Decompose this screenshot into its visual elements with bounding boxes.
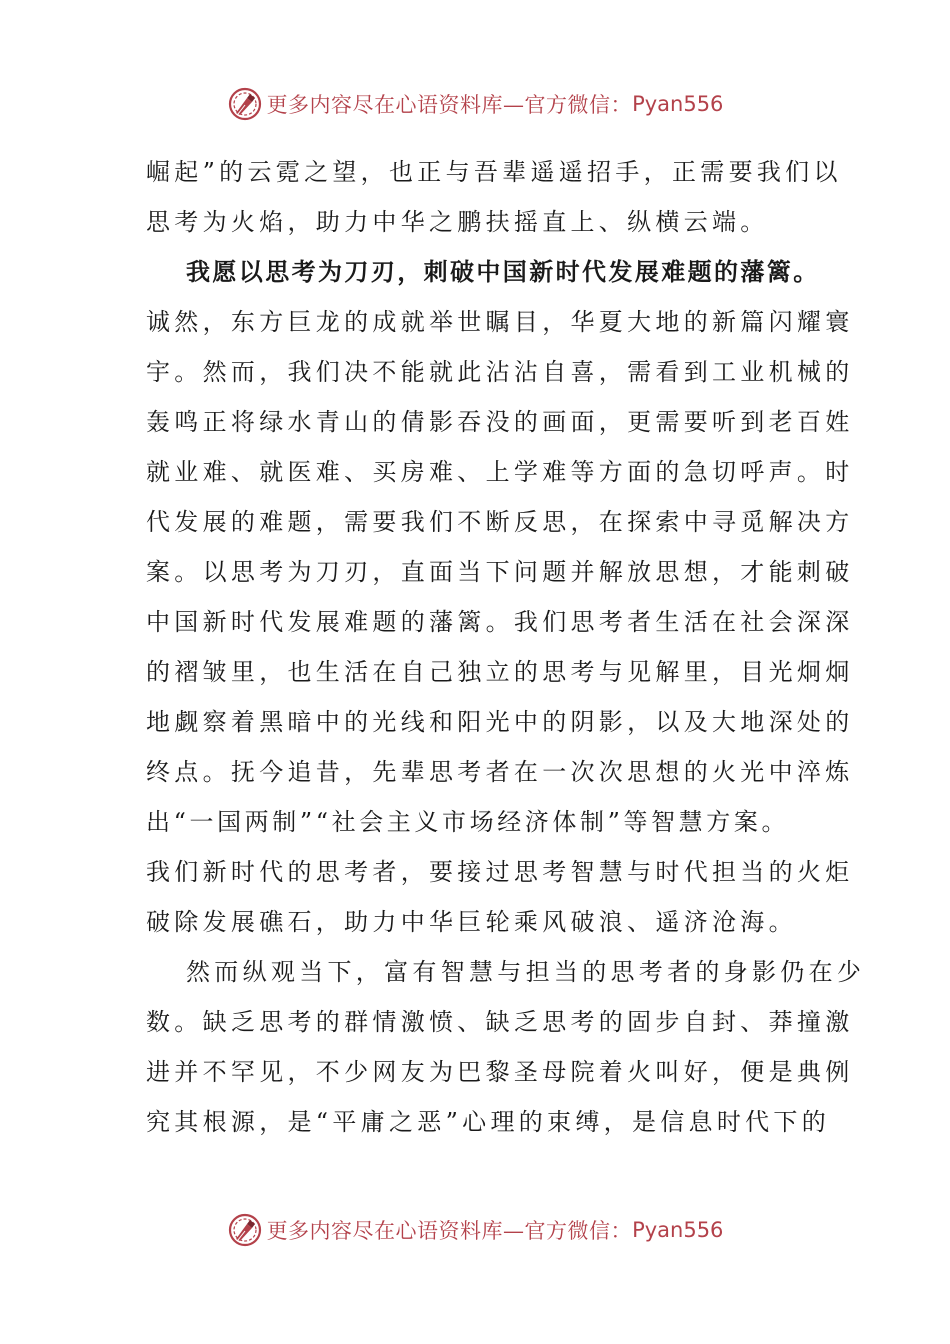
header-banner — [0, 84, 950, 124]
text-line: 宇。然而，我们决不能就此沾沾自喜，需看到工业机械的 — [146, 358, 854, 386]
pen-nib-icon — [227, 1212, 263, 1248]
footer-banner-text: 更多内容尽在心语资料库—官方微信： — [266, 1219, 633, 1243]
text-line: 数。缺乏思考的群情激愤、缺乏思考的固步自封、莽撞激 — [146, 1008, 854, 1036]
text-line: 进并不罕见，不少网友为巴黎圣母院着火叫好，便是典例 — [146, 1058, 854, 1086]
text-line: 出“一国两制”“社会主义市场经济体制”等智慧方案。 — [146, 808, 790, 836]
text-line: 轰鸣正将绿水青山的倩影吞没的画面，更需要听到老百姓 — [146, 408, 854, 436]
footer-banner — [0, 1210, 950, 1250]
text-line: 我们新时代的思考者，要接过思考智慧与时代担当的火炬 — [146, 858, 854, 886]
text-line: 终点。抚今追昔，先辈思考者在一次次思想的火光中淬炼 — [146, 758, 854, 786]
text-line: 就业难、就医难、买房难、上学难等方面的急切呼声。时 — [146, 458, 854, 486]
essay-body — [146, 147, 866, 1147]
text-line: 崛起”的云霓之望，也正与吾辈遥遥招手，正需要我们以 — [146, 158, 842, 186]
header-wechat-id: Pyan556 — [632, 92, 724, 116]
bold-thesis-line: 我愿以思考为刀刃，刺破中国新时代发展难题的藩篱。 — [186, 257, 820, 286]
text-line: 的褶皱里，也生活在自己独立的思考与见解里，目光炯炯 — [146, 658, 854, 686]
text-line: 代发展的难题，需要我们不断反思，在探索中寻觅解决方 — [146, 508, 854, 536]
text-line: 破除发展礁石，助力中华巨轮乘风破浪、遥济沧海。 — [146, 908, 797, 936]
text-line: 诚然，东方巨龙的成就举世瞩目，华夏大地的新篇闪耀寰 — [146, 308, 854, 336]
text-line: 究其根源，是“平庸之恶”心理的束缚，是信息时代下的 — [146, 1108, 831, 1136]
text-line: 思考为火焰，助力中华之鹏扶摇直上、纵横云端。 — [146, 208, 769, 236]
pen-nib-icon — [227, 86, 263, 122]
footer-wechat-id: Pyan556 — [632, 1218, 724, 1242]
text-line: 中国新时代发展难题的藩篱。我们思考者生活在社会深深 — [146, 608, 854, 636]
text-line: 地觑察着黑暗中的光线和阳光中的阴影，以及大地深处的 — [146, 708, 854, 736]
text-line: 案。以思考为刀刃，直面当下问题并解放思想，才能刺破 — [146, 558, 854, 586]
header-banner-text: 更多内容尽在心语资料库—官方微信： — [266, 93, 633, 117]
paragraph-start-line: 然而纵观当下，富有智慧与担当的思考者的身影仍在少 — [186, 958, 866, 986]
